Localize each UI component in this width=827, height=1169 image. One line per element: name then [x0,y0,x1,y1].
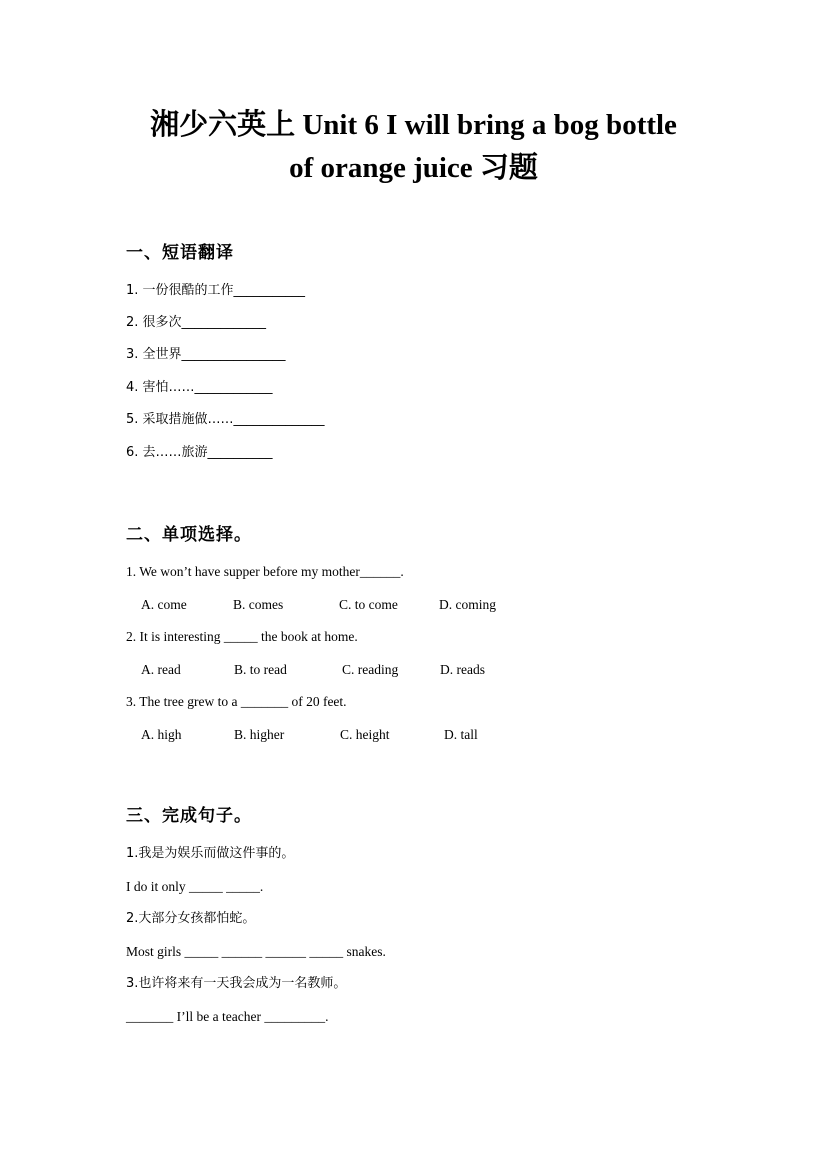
sentence-1-chinese: 1.我是为娱乐而做这件事的。 [126,846,295,861]
phrase-item-3: 3. 全世界________________ [126,347,286,362]
question-1-option-d: D. coming [439,597,496,612]
sentence-3-english: _______ I’ll be a teacher _________. [126,1009,329,1024]
question-1-option-a: A. come [141,597,187,612]
question-1-option-c: C. to come [339,597,398,612]
question-3-option-c: C. height [340,727,390,742]
phrase-item-4: 4. 害怕……____________ [126,380,273,395]
title-line-2: of orange juice 习题 [289,152,538,184]
sentence-2-english: Most girls _____ ______ ______ _____ snakes. [126,944,386,959]
question-2-option-b: B. to read [234,662,287,677]
section-3-heading: 三、完成句子。 [126,806,252,826]
question-2-option-c: C. reading [342,662,399,677]
question-1-stem: 1. We won’t have supper before my mother______. [126,564,404,579]
question-2-stem: 2. It is interesting _____ the book at home. [126,629,358,644]
question-2-option-a: A. read [141,662,181,677]
section-2-heading: 二、单项选择。 [126,525,252,545]
sentence-1-english: I do it only _____ _____. [126,879,264,894]
title-line-1: 湘少六英上 Unit 6 I will bring a bog bottle [150,109,677,141]
question-1-option-b: B. comes [233,597,284,612]
sentence-3-chinese: 3.也许将来有一天我会成为一名教师。 [126,976,347,991]
question-3-stem: 3. The tree grew to a _______ of 20 feet. [126,694,347,709]
section-1-heading: 一、短语翻译 [126,243,234,263]
sentence-2-chinese: 2.大部分女孩都怕蛇。 [126,911,256,926]
question-3-option-d: D. tall [444,727,478,742]
phrase-item-6: 6. 去……旅游__________ [126,445,273,460]
document-title [0,104,827,190]
question-3-option-a: A. high [141,727,182,742]
phrase-item-5: 5. 采取措施做……______________ [126,412,325,427]
question-3-option-b: B. higher [234,727,285,742]
question-2-option-d: D. reads [440,662,485,677]
phrase-item-2: 2. 很多次_____________ [126,315,267,330]
phrase-item-1: 1. 一份很酷的工作___________ [126,283,306,298]
